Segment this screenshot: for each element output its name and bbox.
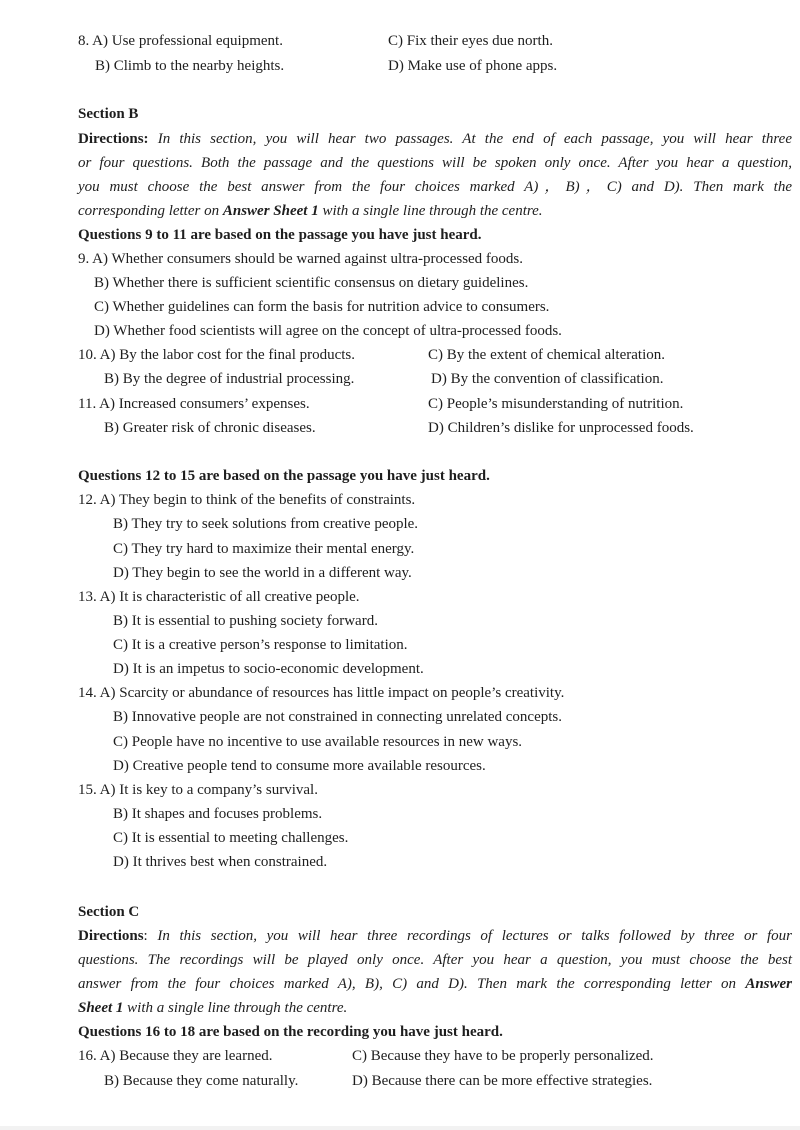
q11-option-b: B) Greater risk of chronic diseases. bbox=[104, 420, 316, 436]
q8-option-b: B) Climb to the nearby heights. bbox=[95, 58, 285, 74]
answer-sheet-ref-cont: Sheet 1 bbox=[78, 1000, 124, 1016]
q10-option-b: B) By the degree of industrial processing. bbox=[104, 371, 355, 387]
q16-option-c: C) Because they have to be properly personalized. bbox=[352, 1048, 654, 1064]
q13-option-c: C) It is a creative person’s response to limitation. bbox=[113, 637, 408, 653]
q16-option-a: 16. A) Because they are learned. bbox=[78, 1048, 273, 1064]
section-c-directions-line-2: questions. The recordings will be played only once. After you hear a question, you must choose the best bbox=[78, 952, 792, 968]
page-bottom-edge bbox=[0, 1126, 800, 1130]
q13-option-a: 13. A) It is characteristic of all creative people. bbox=[78, 589, 360, 605]
q8-option-a: 8. A) Use professional equipment. bbox=[78, 33, 283, 49]
directions-colon: : bbox=[143, 928, 148, 944]
directions-text: answer from the four choices marked A), B), C) and D). Then mark the corresponding letter on bbox=[78, 976, 737, 992]
q14-option-c: C) People have no incentive to use available resources in new ways. bbox=[113, 734, 523, 750]
q15-option-a: 15. A) It is key to a company’s survival. bbox=[78, 782, 318, 798]
directions-text: In this section, you will hear two passages. At the end of each passage, you will hear three bbox=[157, 131, 792, 147]
q13-option-b: B) It is essential to pushing society forward. bbox=[113, 613, 378, 629]
directions-label: Directions: bbox=[78, 131, 149, 147]
q14-option-d: D) Creative people tend to consume more available resources. bbox=[113, 758, 486, 774]
q11-option-d: D) Children’s dislike for unprocessed foods. bbox=[428, 420, 694, 436]
q8-option-d: D) Make use of phone apps. bbox=[388, 58, 558, 74]
questions-16-18-header: Questions 16 to 18 are based on the recording you have just heard. bbox=[78, 1024, 503, 1040]
q14-option-a: 14. A) Scarcity or abundance of resources has little impact on people’s creativity. bbox=[78, 685, 565, 701]
q8-option-c: C) Fix their eyes due north. bbox=[388, 33, 553, 49]
q13-option-d: D) It is an impetus to socio-economic development. bbox=[113, 661, 424, 677]
directions-text: with a single line through the centre. bbox=[127, 1000, 348, 1016]
section-c-directions-line-1 bbox=[78, 926, 792, 946]
q14-option-b: B) Innovative people are not constrained in connecting unrelated concepts. bbox=[113, 709, 563, 725]
section-b-directions-line-2: or four questions. Both the passage and the questions will be spoken only once. After you hear a question, bbox=[78, 155, 792, 171]
section-b-directions-line-4 bbox=[78, 201, 792, 221]
questions-9-11-header: Questions 9 to 11 are based on the passage you have just heard. bbox=[78, 227, 482, 243]
q12-option-a: 12. A) They begin to think of the benefits of constraints. bbox=[78, 492, 416, 508]
answer-sheet-ref: Answer Sheet 1 bbox=[222, 203, 319, 219]
q15-option-c: C) It is essential to meeting challenges. bbox=[113, 830, 349, 846]
q9-option-b: B) Whether there is sufficient scientific consensus on dietary guidelines. bbox=[94, 275, 529, 291]
q15-option-b: B) It shapes and focuses problems. bbox=[113, 806, 323, 822]
q9-option-c: C) Whether guidelines can form the basis for nutrition advice to consumers. bbox=[94, 299, 550, 315]
section-c-directions-line-4 bbox=[78, 998, 792, 1018]
section-b-directions-line-1 bbox=[78, 129, 792, 149]
section-b-directions-line-3: you must choose the best answer from the four choices marked A)，B)，C) and D). Then mark the bbox=[78, 179, 792, 195]
answer-sheet-ref: Answer bbox=[745, 976, 793, 992]
q16-option-b: B) Because they come naturally. bbox=[104, 1073, 299, 1089]
q10-option-d: D) By the convention of classification. bbox=[431, 371, 664, 387]
section-b-title: Section B bbox=[78, 106, 139, 122]
q11-option-a: 11. A) Increased consumers’ expenses. bbox=[78, 396, 310, 412]
q10-option-a: 10. A) By the labor cost for the final products. bbox=[78, 347, 356, 363]
questions-12-15-header: Questions 12 to 15 are based on the passage you have just heard. bbox=[78, 468, 490, 484]
q12-option-c: C) They try hard to maximize their mental energy. bbox=[113, 541, 415, 557]
q11-option-c: C) People’s misunderstanding of nutrition. bbox=[428, 396, 684, 412]
directions-label: Directions bbox=[78, 928, 144, 944]
q10-option-c: C) By the extent of chemical alteration. bbox=[428, 347, 665, 363]
q12-option-d: D) They begin to see the world in a different way. bbox=[113, 565, 412, 581]
q9-option-a: 9. A) Whether consumers should be warned against ultra-processed foods. bbox=[78, 251, 524, 267]
section-c-title: Section C bbox=[78, 904, 140, 920]
q12-option-b: B) They try to seek solutions from creative people. bbox=[113, 516, 419, 532]
section-c-directions-line-3 bbox=[78, 974, 792, 994]
directions-text: with a single line through the centre. bbox=[322, 203, 543, 219]
directions-text: In this section, you will hear three recordings of lectures or talks followed by three or four bbox=[157, 928, 793, 944]
q9-option-d: D) Whether food scientists will agree on the concept of ultra-processed foods. bbox=[94, 323, 562, 339]
q15-option-d: D) It thrives best when constrained. bbox=[113, 854, 328, 870]
directions-text: corresponding letter on bbox=[78, 203, 220, 219]
q16-option-d: D) Because there can be more effective strategies. bbox=[352, 1073, 653, 1089]
